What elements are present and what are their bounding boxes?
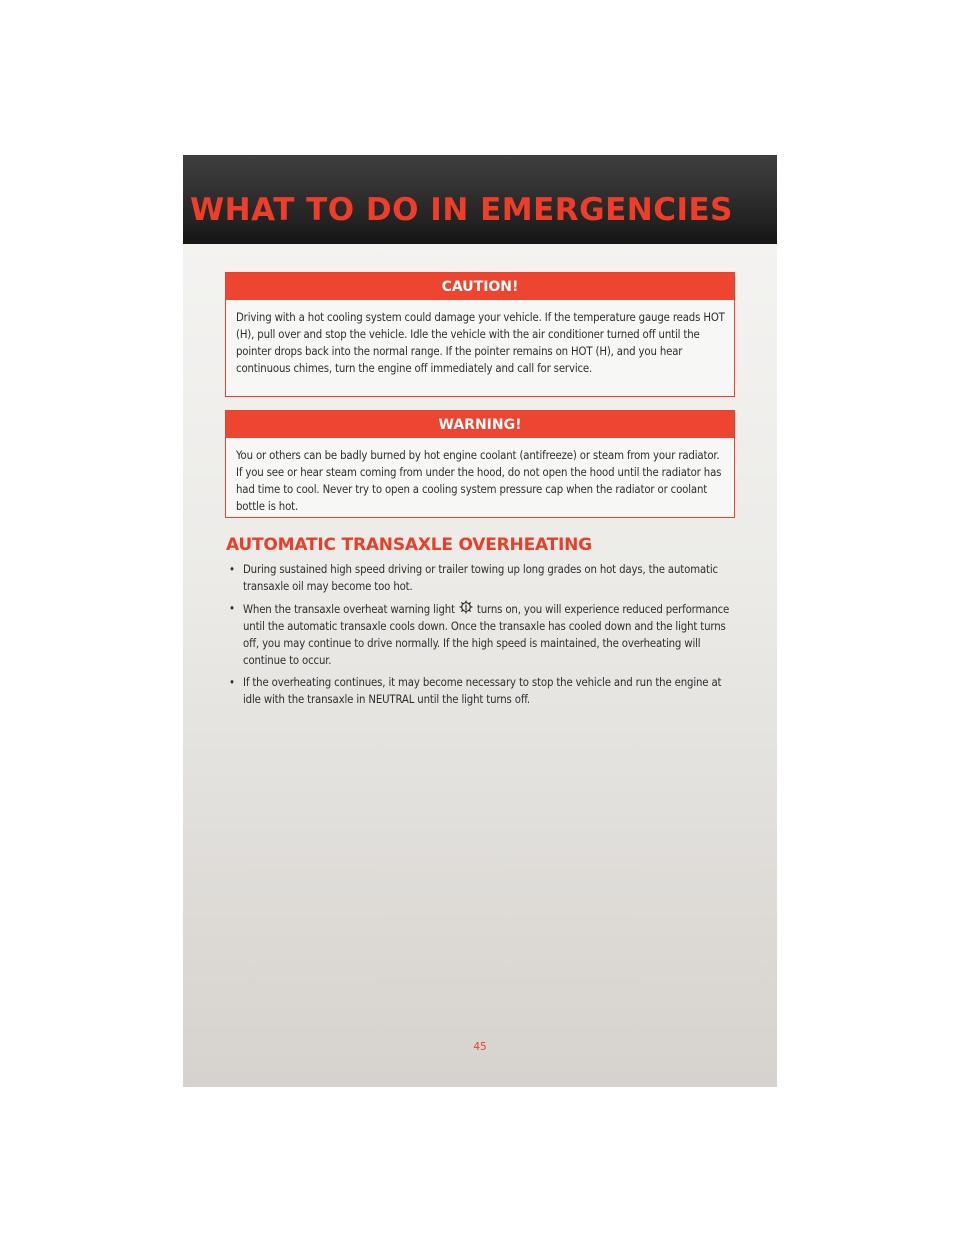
page-header (183, 155, 777, 244)
list-item (229, 561, 735, 595)
list-item (229, 674, 735, 708)
bullet-list (229, 561, 735, 713)
bullet-text-before-icon: When the transaxle overheat warning light (243, 603, 455, 616)
bullet-text-after-icon: turns on, you will experience reduced performance until the automatic transaxle cools down. Once the transaxle has cooled down and the light turns off, you may continue to drive normally. If the high speed is maintained, the overheating will continue to occur. (243, 603, 730, 667)
transaxle-temperature-warning-icon (459, 600, 473, 614)
warning-box (225, 410, 735, 518)
caution-heading: CAUTION! (226, 273, 734, 300)
list-item (229, 600, 735, 669)
warning-text: You or others can be badly burned by hot engine coolant (antifreeze) or steam from your radiator. If you see or hear steam coming from under the hood, do not open the hood until the radiator has had time to cool. Never try to open a cooling system pressure cap when the radiator or coolant bottle is hot. (236, 449, 722, 513)
page-title: WHAT TO DO IN EMERGENCIES (189, 192, 733, 228)
bullet-text: During sustained high speed driving or trailer towing up long grades on hot days, the automatic transaxle oil may become too hot. (243, 563, 718, 593)
page-number: 45 (473, 1041, 487, 1053)
bullet-text: If the overheating continues, it may become necessary to stop the vehicle and run the engine at idle with the transaxle in NEUTRAL until the light turns off. (243, 676, 722, 706)
caution-box (225, 272, 735, 397)
warning-heading: WARNING! (226, 411, 734, 438)
manual-page (183, 155, 777, 1087)
section-heading: AUTOMATIC TRANSAXLE OVERHEATING (226, 535, 592, 555)
caution-text: Driving with a hot cooling system could damage your vehicle. If the temperature gauge reads HOT (H), pull over and stop the vehicle. Idle the vehicle with the air conditioner turned off until the pointer drops back into the normal range. If the pointer remains on HOT (H), and you hear continuous chimes, turn the engine off immediately and call for service. (236, 311, 725, 375)
